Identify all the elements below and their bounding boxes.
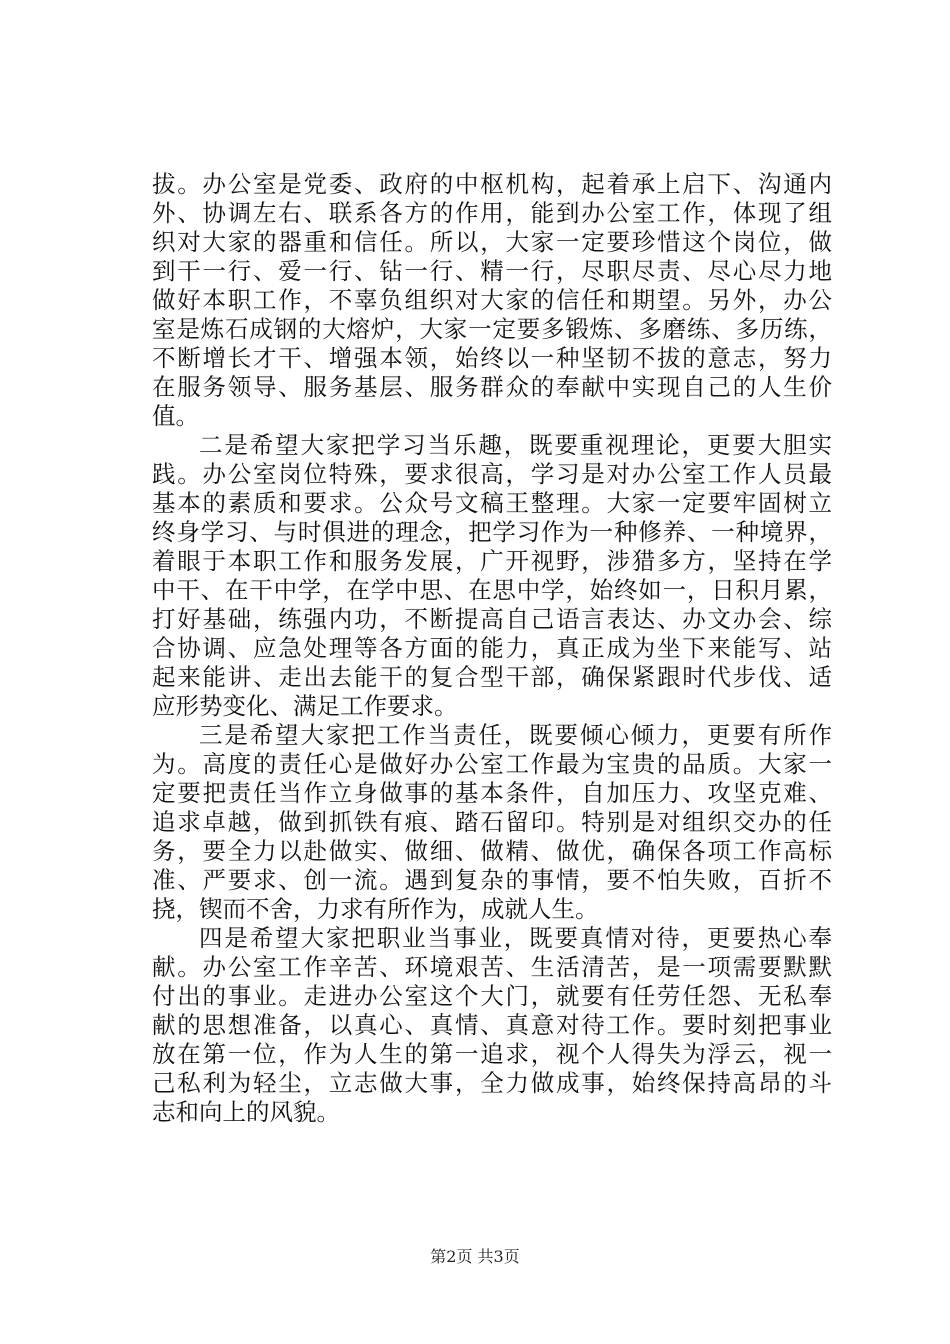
text-line: 起来能讲、走出去能干的复合型干部，确保紧跟时代步伐、适 (152, 663, 832, 691)
paragraph (152, 721, 832, 924)
text-line: 挠，锲而不舍，力求有所作为，成就人生。 (152, 895, 599, 923)
text-line: 室是炼石成钢的大熔炉，大家一定要多锻炼、多磨练、多历练， (152, 315, 832, 343)
text-line: 献的思想准备，以真心、真情、真意对待工作。要时刻把事业 (152, 1011, 832, 1039)
text-line: 终身学习、与时俱进的理念，把学习作为一种修养、一种境界， (152, 518, 832, 546)
text-line: 己私利为轻尘，立志做大事，全力做成事，始终保持高昂的斗 (152, 1069, 832, 1097)
text-line: 三是希望大家把工作当责任，既要倾心倾力，更要有所作 (199, 721, 832, 749)
text-line: 外、协调左右、联系各方的作用，能到办公室工作，体现了组 (152, 199, 832, 227)
document-body (152, 170, 832, 1127)
text-line: 不断增长才干、增强本领，始终以一种坚韧不拔的意志，努力 (152, 344, 832, 372)
text-line: 付出的事业。走进办公室这个大门，就要有任劳任怨、无私奉 (152, 982, 832, 1010)
text-line: 基本的素质和要求。公众号文稿王整理。大家一定要牢固树立 (152, 489, 832, 517)
text-line: 应形势变化、满足工作要求。 (152, 692, 458, 720)
text-line: 打好基础，练强内功，不断提高自己语言表达、办文办会、综 (152, 605, 832, 633)
text-line: 拔。办公室是党委、政府的中枢机构，起着承上启下、沟通内 (152, 170, 832, 198)
text-line: 值。 (152, 402, 199, 430)
text-line: 着眼于本职工作和服务发展，广开视野，涉猎多方，坚持在学 (152, 547, 832, 575)
text-line: 志和向上的风貌。 (152, 1098, 340, 1126)
text-line: 献。办公室工作辛苦、环境艰苦、生活清苦，是一项需要默默 (152, 953, 832, 981)
text-line: 放在第一位，作为人生的第一追求，视个人得失为浮云，视一 (152, 1040, 832, 1068)
text-line: 准、严要求、创一流。遇到复杂的事情，要不怕失败，百折不 (152, 866, 832, 894)
text-line: 二是希望大家把学习当乐趣，既要重视理论，更要大胆实 (199, 431, 832, 459)
text-line: 践。办公室岗位特殊，要求很高，学习是对办公室工作人员最 (152, 460, 832, 488)
text-line: 追求卓越，做到抓铁有痕、踏石留印。特别是对组织交办的任 (152, 808, 832, 836)
text-line: 务，要全力以赴做实、做细、做精、做优，确保各项工作高标 (152, 837, 832, 865)
text-line: 中干、在干中学，在学中思、在思中学，始终如一，日积月累， (152, 576, 832, 604)
page-number-footer: 第2页 共3页 (430, 1247, 520, 1266)
paragraph (152, 170, 832, 431)
text-line: 做好本职工作，不辜负组织对大家的信任和期望。另外，办公 (152, 286, 832, 314)
text-line: 织对大家的器重和信任。所以，大家一定要珍惜这个岗位，做 (152, 228, 832, 256)
text-line: 在服务领导、服务基层、服务群众的奉献中实现自己的人生价 (152, 373, 832, 401)
text-line: 定要把责任当作立身做事的基本条件，自加压力、攻坚克难、 (152, 779, 832, 807)
text-line: 四是希望大家把职业当事业，既要真情对待，更要热心奉 (199, 924, 832, 952)
text-line: 到干一行、爱一行、钻一行、精一行，尽职尽责、尽心尽力地 (152, 257, 832, 285)
paragraph (152, 924, 832, 1127)
text-line: 合协调、应急处理等各方面的能力，真正成为坐下来能写、站 (152, 634, 832, 662)
text-line: 为。高度的责任心是做好办公室工作最为宝贵的品质。大家一 (152, 750, 832, 778)
paragraph (152, 431, 832, 721)
